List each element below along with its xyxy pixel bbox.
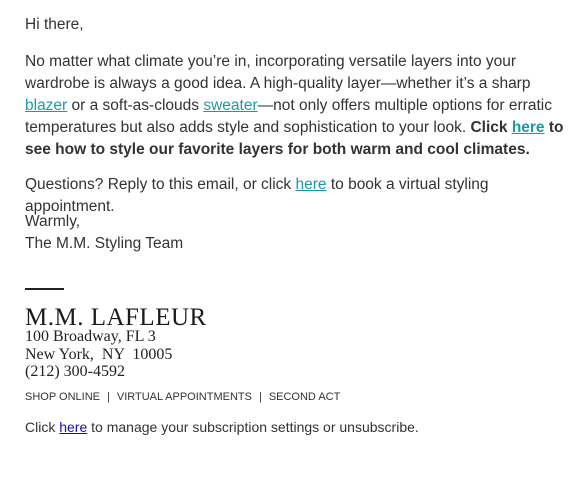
second-act-link[interactable]: SECOND ACT [268, 391, 341, 403]
signoff-closing: Warmly, [25, 213, 81, 230]
body-text-part2: or a soft-as-clouds [67, 97, 204, 114]
footer-separator: | [258, 391, 262, 403]
address-line-phone: (212) 300-4592 [25, 363, 125, 380]
footer-nav [25, 390, 340, 404]
virtual-appointments-link[interactable]: VIRTUAL APPOINTMENTS [116, 391, 252, 403]
style-layers-link[interactable]: here [511, 119, 545, 136]
manage-subscription-text [25, 418, 419, 436]
signoff-team: The M.M. Styling Team [25, 235, 184, 252]
greeting-text: Hi there, [25, 16, 84, 33]
signoff [25, 211, 183, 255]
company-address [25, 328, 172, 381]
brand-logo: M.M. LAFLEUR [25, 304, 207, 331]
body-paragraph [25, 51, 570, 161]
address-line-street: 100 Broadway, FL 3 [25, 328, 156, 345]
book-appointment-link[interactable]: here [295, 176, 327, 193]
manage-suffix: to manage your subscription settings or unsubscribe. [87, 419, 419, 435]
body-bold-click: Click [470, 119, 512, 136]
body-text-part1: No matter what climate you’re in, incorporating versatile layers into your wardrobe is always a good idea. A high-quality layer—whether it’s a sharp [25, 53, 531, 92]
shop-online-link[interactable]: SHOP ONLINE [25, 391, 100, 403]
signature-divider [25, 288, 64, 290]
body-text-part3: —not only offers multiple options for erratic temperatures but also adds style and sophistication to your look. [25, 97, 552, 136]
address-line-city: New York, NY 10005 [25, 345, 173, 363]
sweater-link[interactable]: sweater [203, 97, 258, 114]
manage-prefix: Click [25, 419, 60, 435]
questions-suffix: to book a virtual styling appointment. [25, 176, 489, 215]
body-bold-rest: to see how to style our favorite layers for both warm and cool climates. [25, 119, 564, 158]
questions-prefix: Questions? Reply to this email, or click [25, 176, 296, 193]
blazer-link[interactable]: blazer [25, 97, 68, 114]
footer-separator: | [107, 391, 110, 403]
manage-subscription-link[interactable]: here [59, 419, 88, 435]
